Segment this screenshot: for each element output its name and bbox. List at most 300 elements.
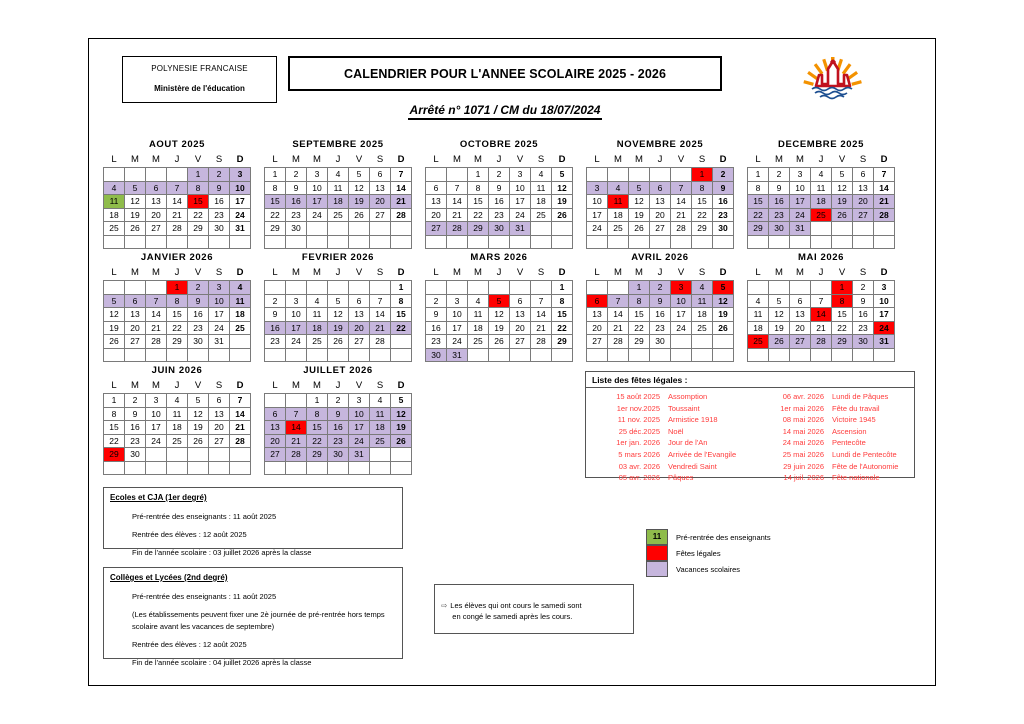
day-cell: 26 [629, 222, 650, 236]
day-cell: 18 [748, 321, 769, 335]
day-cell: 4 [811, 168, 832, 182]
day-cell: 6 [146, 181, 167, 195]
public-holiday-date: 1er nov.2025 [616, 403, 660, 413]
month-grid [103, 153, 251, 249]
weekday-header: M [313, 267, 321, 278]
day-cell: 14 [167, 195, 188, 209]
day-cell: 5 [713, 281, 734, 295]
box-colleges-title: Collèges et Lycées (2nd degré) [110, 573, 228, 582]
day-cell-empty [713, 335, 734, 349]
day-cell: 22 [307, 434, 328, 448]
month-week-row [587, 195, 734, 209]
public-holiday-row [586, 461, 750, 473]
day-cell-empty [146, 235, 167, 249]
day-cell-empty [874, 222, 895, 236]
day-cell-empty [552, 222, 573, 236]
day-cell: 15 [692, 195, 713, 209]
day-cell: 29 [468, 222, 489, 236]
month-week-row [426, 294, 573, 308]
day-cell: 29 [167, 335, 188, 349]
day-cell: 1 [265, 168, 286, 182]
day-cell: 27 [650, 222, 671, 236]
day-cell: 3 [447, 294, 468, 308]
day-cell: 5 [104, 294, 125, 308]
day-cell: 20 [510, 321, 531, 335]
day-cell: 15 [468, 195, 489, 209]
day-cell: 24 [349, 434, 370, 448]
month-week-row [104, 461, 251, 475]
weekday-header: S [859, 267, 867, 278]
day-cell-empty [671, 348, 692, 362]
month-block [264, 139, 412, 249]
weekday-header: V [516, 154, 524, 165]
day-cell-empty [468, 281, 489, 295]
public-holiday-date: 11 nov. 2025 [617, 415, 660, 425]
day-cell: 7 [370, 294, 391, 308]
day-cell: 8 [167, 294, 188, 308]
day-cell: 25 [811, 208, 832, 222]
day-cell-empty [692, 235, 713, 249]
day-cell: 12 [391, 407, 412, 421]
public-holiday-row [586, 437, 750, 449]
day-cell-empty [587, 235, 608, 249]
day-cell: 13 [510, 308, 531, 322]
day-cell-empty [349, 461, 370, 475]
day-cell-empty [146, 461, 167, 475]
day-cell: 22 [104, 434, 125, 448]
day-cell-empty [167, 461, 188, 475]
day-cell-empty [874, 348, 895, 362]
day-cell: 2 [426, 294, 447, 308]
weekday-header: L [272, 154, 278, 165]
month-block [103, 365, 251, 475]
day-cell: 23 [188, 321, 209, 335]
weekday-header: M [614, 267, 622, 278]
day-cell: 28 [531, 335, 552, 349]
public-holiday-label: Assomption [668, 392, 708, 401]
month-week-row [748, 168, 895, 182]
day-cell-empty [447, 168, 468, 182]
day-cell: 8 [468, 181, 489, 195]
day-cell-empty [790, 348, 811, 362]
day-cell-empty [307, 348, 328, 362]
weekday-header: J [174, 154, 180, 165]
weekday-header: M [313, 154, 321, 165]
legend-swatch [646, 561, 668, 577]
day-cell: 30 [188, 335, 209, 349]
day-cell-empty [748, 348, 769, 362]
public-holiday-label: Arrivée de l'Evangile [668, 449, 737, 459]
day-cell: 27 [209, 434, 230, 448]
day-cell-empty [608, 348, 629, 362]
day-cell-empty [125, 348, 146, 362]
day-cell: 18 [608, 208, 629, 222]
day-cell-empty [230, 448, 251, 462]
month-week-row [104, 335, 251, 349]
month-week-row [587, 235, 734, 249]
month-name: JUILLET 2026 [303, 365, 373, 376]
day-cell-empty [853, 222, 874, 236]
day-cell-empty [608, 235, 629, 249]
day-cell-empty [853, 348, 874, 362]
month-name: AVRIL 2026 [631, 252, 689, 263]
public-holiday-label: Lundi de Pentecôte [832, 449, 897, 459]
weekday-header: L [755, 267, 761, 278]
box-ecoles-cja [103, 487, 403, 557]
month-week-row [748, 195, 895, 209]
month-week-row [587, 308, 734, 322]
weekday-header: M [131, 380, 139, 391]
day-cell: 18 [370, 421, 391, 435]
day-cell-empty [426, 235, 447, 249]
day-cell: 5 [328, 294, 349, 308]
public-holiday-date: 15 août 2025 [616, 392, 660, 401]
month-week-row [748, 308, 895, 322]
day-cell-empty [832, 348, 853, 362]
day-cell: 26 [104, 335, 125, 349]
weekday-header: M [292, 380, 300, 391]
month-week-row [426, 195, 573, 209]
month-week-row [104, 294, 251, 308]
day-cell: 3 [307, 168, 328, 182]
day-cell-empty [104, 281, 125, 295]
day-cell: 10 [790, 181, 811, 195]
day-cell-empty [188, 348, 209, 362]
day-cell: 11 [104, 195, 125, 209]
month-week-row [265, 461, 412, 475]
day-cell: 31 [447, 348, 468, 362]
day-cell-empty [188, 235, 209, 249]
day-cell: 22 [748, 208, 769, 222]
ministry-country: POLYNESIE FRANCAISE [151, 64, 248, 73]
day-cell: 6 [209, 394, 230, 408]
weekday-header: M [152, 267, 160, 278]
day-cell: 13 [790, 308, 811, 322]
box-colleges-lycees [103, 567, 403, 667]
day-cell: 19 [391, 421, 412, 435]
day-cell: 2 [713, 168, 734, 182]
public-holiday-label: Pâques [668, 473, 694, 483]
day-cell: 22 [832, 321, 853, 335]
day-cell-empty [832, 235, 853, 249]
public-holiday-row [586, 403, 750, 415]
day-cell: 14 [874, 181, 895, 195]
day-cell: 21 [230, 421, 251, 435]
month-week-row [265, 407, 412, 421]
day-cell-empty [286, 348, 307, 362]
day-cell: 2 [853, 281, 874, 295]
day-cell: 28 [608, 335, 629, 349]
day-cell-empty [629, 168, 650, 182]
day-cell: 23 [713, 208, 734, 222]
month-week-row [587, 348, 734, 362]
public-holidays-right-column [750, 391, 914, 484]
day-cell-empty [188, 461, 209, 475]
day-cell: 9 [426, 308, 447, 322]
day-cell-empty [349, 222, 370, 236]
day-cell: 12 [629, 195, 650, 209]
day-cell: 8 [832, 294, 853, 308]
weekday-header: V [838, 154, 846, 165]
day-cell-empty [370, 461, 391, 475]
day-cell: 14 [671, 195, 692, 209]
arrow-right-icon: ⇨ [441, 601, 448, 610]
month-week-row [265, 421, 412, 435]
day-cell: 6 [370, 168, 391, 182]
day-cell: 19 [328, 321, 349, 335]
day-cell-empty [671, 335, 692, 349]
day-cell: 3 [349, 394, 370, 408]
month-block [264, 365, 412, 475]
day-cell: 10 [349, 407, 370, 421]
day-cell: 7 [874, 168, 895, 182]
weekday-header: M [131, 154, 139, 165]
public-holiday-label: Toussaint [668, 403, 700, 413]
day-cell: 17 [209, 308, 230, 322]
day-cell: 26 [125, 222, 146, 236]
day-cell: 10 [146, 407, 167, 421]
day-cell: 16 [125, 421, 146, 435]
day-cell-empty [790, 235, 811, 249]
public-holiday-row [750, 461, 914, 473]
day-cell: 26 [188, 434, 209, 448]
day-cell: 23 [853, 321, 874, 335]
day-cell: 22 [391, 321, 412, 335]
month-grid [747, 153, 895, 249]
day-cell-empty [692, 348, 713, 362]
day-cell: 9 [853, 294, 874, 308]
day-cell: 24 [286, 335, 307, 349]
day-cell: 31 [874, 335, 895, 349]
day-cell-empty [769, 281, 790, 295]
weekday-header: S [859, 154, 867, 165]
day-cell: 29 [692, 222, 713, 236]
day-cell: 20 [265, 434, 286, 448]
day-cell: 5 [125, 181, 146, 195]
day-cell: 20 [209, 421, 230, 435]
day-cell: 9 [286, 181, 307, 195]
day-cell: 21 [167, 208, 188, 222]
day-cell: 13 [209, 407, 230, 421]
day-cell: 17 [447, 321, 468, 335]
day-cell: 19 [104, 321, 125, 335]
weekday-header: L [755, 154, 761, 165]
month-grid [586, 266, 734, 362]
day-cell: 12 [713, 294, 734, 308]
public-holiday-date: 25 déc.2025 [618, 426, 660, 436]
public-holiday-label: Pentecôte [832, 438, 866, 448]
day-cell-empty [125, 281, 146, 295]
month-week-row [265, 321, 412, 335]
day-cell-empty [370, 222, 391, 236]
public-holiday-row [750, 426, 914, 438]
day-cell: 25 [468, 335, 489, 349]
day-cell: 11 [370, 407, 391, 421]
month-week-row [748, 294, 895, 308]
day-cell: 23 [328, 434, 349, 448]
day-cell: 24 [510, 208, 531, 222]
public-holiday-row [586, 472, 750, 484]
month-name: AOUT 2025 [148, 139, 206, 150]
day-cell: 20 [125, 321, 146, 335]
day-cell-empty [489, 281, 510, 295]
day-cell: 5 [489, 294, 510, 308]
month-week-row [265, 168, 412, 182]
decree-reference-text: Arrêté n° 1071 / CM du 18/07/2024 [408, 103, 603, 120]
month-block [747, 139, 895, 249]
day-cell: 25 [230, 321, 251, 335]
weekday-header: S [698, 154, 706, 165]
day-cell: 3 [587, 181, 608, 195]
public-holiday-row [586, 426, 750, 438]
public-holiday-date: 14 juil. 2026 [783, 473, 824, 483]
public-holiday-date: 25 mai 2026 [782, 449, 824, 459]
day-cell: 30 [650, 335, 671, 349]
day-cell: 17 [874, 308, 895, 322]
weekday-header: L [111, 154, 117, 165]
day-cell: 10 [209, 294, 230, 308]
day-cell: 6 [510, 294, 531, 308]
day-cell: 3 [209, 281, 230, 295]
day-cell-empty [265, 281, 286, 295]
weekday-header: S [537, 154, 545, 165]
public-holiday-date: 08 mai 2026 [782, 415, 824, 425]
day-cell: 15 [552, 308, 573, 322]
weekday-header: S [215, 267, 223, 278]
day-cell-empty [328, 348, 349, 362]
day-cell-empty [125, 235, 146, 249]
day-cell: 8 [748, 181, 769, 195]
day-cell: 13 [370, 181, 391, 195]
day-cell-empty [167, 168, 188, 182]
day-cell: 7 [146, 294, 167, 308]
day-cell: 21 [811, 321, 832, 335]
day-cell: 19 [769, 321, 790, 335]
day-cell: 27 [587, 335, 608, 349]
day-cell: 24 [209, 321, 230, 335]
day-cell: 17 [671, 308, 692, 322]
public-holidays-title: Liste des fêtes légales : [586, 372, 914, 388]
public-holiday-row [750, 391, 914, 403]
weekday-header: S [215, 380, 223, 391]
day-cell: 10 [307, 181, 328, 195]
day-cell: 5 [349, 168, 370, 182]
legend-row [646, 529, 771, 545]
day-cell-empty [307, 281, 328, 295]
day-cell: 2 [328, 394, 349, 408]
day-cell: 8 [104, 407, 125, 421]
calendar-sheet [88, 38, 936, 686]
day-cell: 7 [671, 181, 692, 195]
month-week-row [426, 181, 573, 195]
month-week-row [587, 222, 734, 236]
day-cell: 18 [811, 195, 832, 209]
saturday-note-line: Les élèves qui ont cours le samedi sont [450, 601, 582, 610]
day-cell: 5 [769, 294, 790, 308]
month-name: NOVEMBRE 2025 [616, 139, 704, 150]
month-week-row [265, 208, 412, 222]
day-cell-empty [391, 222, 412, 236]
month-week-row [104, 348, 251, 362]
day-cell-empty [587, 348, 608, 362]
day-cell: 22 [552, 321, 573, 335]
day-cell: 17 [510, 195, 531, 209]
weekday-header: S [376, 380, 384, 391]
day-cell-empty [370, 281, 391, 295]
day-cell-empty [748, 281, 769, 295]
day-cell-empty [230, 348, 251, 362]
day-cell: 7 [391, 168, 412, 182]
month-week-row [587, 335, 734, 349]
weekday-header: D [880, 267, 888, 278]
day-cell-empty [209, 461, 230, 475]
day-cell: 14 [370, 308, 391, 322]
day-cell: 25 [328, 208, 349, 222]
day-cell-empty [391, 348, 412, 362]
day-cell-empty [510, 235, 531, 249]
weekday-header: M [152, 380, 160, 391]
day-cell: 14 [608, 308, 629, 322]
day-cell: 12 [489, 308, 510, 322]
month-block [103, 252, 251, 362]
day-cell: 19 [629, 208, 650, 222]
month-name: FEVRIER 2026 [301, 252, 375, 263]
day-cell: 1 [391, 281, 412, 295]
day-cell-empty [307, 235, 328, 249]
day-cell: 20 [650, 208, 671, 222]
day-cell: 16 [426, 321, 447, 335]
day-cell-empty [468, 348, 489, 362]
weekday-header: L [594, 154, 600, 165]
month-grid [103, 266, 251, 362]
day-cell: 25 [531, 208, 552, 222]
day-cell: 23 [769, 208, 790, 222]
day-cell-empty [608, 281, 629, 295]
day-cell-empty [328, 222, 349, 236]
public-holiday-label: Vendredi Saint [668, 461, 717, 471]
day-cell: 3 [510, 168, 531, 182]
day-cell: 17 [790, 195, 811, 209]
day-cell: 7 [230, 394, 251, 408]
day-cell-empty [370, 448, 391, 462]
day-cell-empty [209, 235, 230, 249]
day-cell: 2 [188, 281, 209, 295]
public-holiday-label: Lundi de Pâques [832, 392, 889, 401]
month-week-row [104, 222, 251, 236]
weekday-header: V [355, 154, 363, 165]
day-cell: 1 [629, 281, 650, 295]
day-cell: 4 [370, 394, 391, 408]
day-cell: 10 [230, 181, 251, 195]
day-cell: 29 [748, 222, 769, 236]
day-cell: 3 [671, 281, 692, 295]
day-cell-empty [552, 348, 573, 362]
day-cell: 29 [188, 222, 209, 236]
day-cell-empty [811, 222, 832, 236]
day-cell: 25 [608, 222, 629, 236]
month-week-row [265, 348, 412, 362]
day-cell: 12 [769, 308, 790, 322]
day-cell: 31 [510, 222, 531, 236]
day-cell-empty [209, 348, 230, 362]
weekday-header: V [516, 267, 524, 278]
box-colleges-line: Fin de l'année scolaire : 04 juillet 2026 après la classe [132, 658, 312, 667]
month-block [586, 252, 734, 362]
day-cell: 11 [692, 294, 713, 308]
day-cell-empty [671, 235, 692, 249]
day-cell: 29 [552, 335, 573, 349]
weekday-header: D [719, 154, 727, 165]
